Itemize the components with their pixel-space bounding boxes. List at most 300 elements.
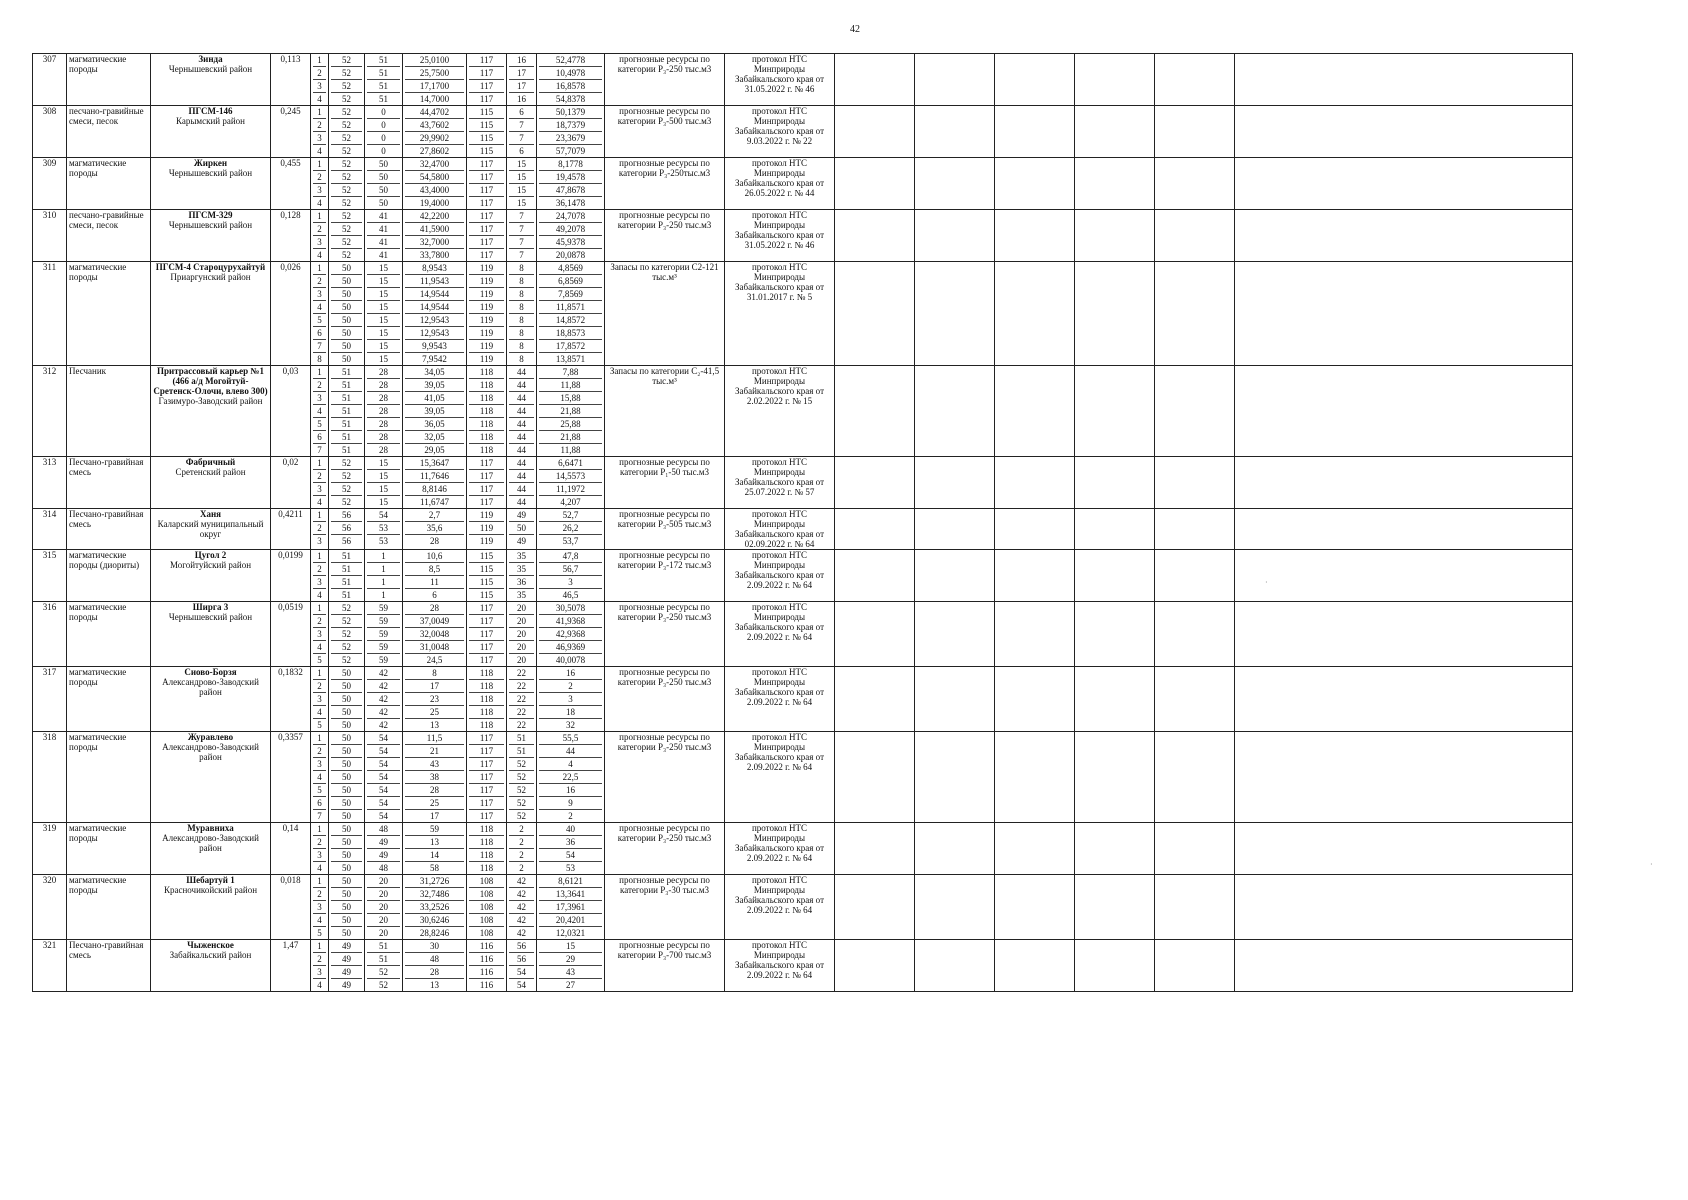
cell-area: 0,113: [271, 54, 311, 106]
empty-cell: [995, 509, 1075, 550]
coord-value: 115: [469, 550, 504, 563]
cell-no: 312: [33, 366, 67, 457]
district: Александрово-Заводский район: [162, 833, 259, 853]
cell-lat-m: [365, 106, 403, 158]
coord-value: 117: [479, 497, 494, 507]
coord-value: 2: [568, 811, 573, 821]
empty-cell: [1075, 457, 1155, 509]
coord-value: 20,0878: [555, 250, 586, 260]
coord-value: 14,9544: [405, 288, 464, 301]
coord-value: 15: [509, 171, 534, 184]
coord-value: 11,88: [560, 445, 581, 455]
coord-value: 8: [509, 301, 534, 314]
cell-lat-m: [365, 602, 403, 667]
coord-value: 115: [479, 146, 494, 156]
empty-cell: [1235, 158, 1573, 210]
coord-value: 44: [539, 745, 602, 758]
cell-lat-s: [403, 940, 467, 992]
deposit-name: Фабричный: [185, 457, 236, 467]
empty-cell: [835, 210, 915, 262]
cell-area: 0,4211: [271, 509, 311, 550]
coord-value: 1: [367, 563, 400, 576]
coord-value: 51: [331, 550, 362, 563]
cell-lat-m: [365, 667, 403, 732]
coord-value: 119: [469, 509, 504, 522]
district: Красночикойский район: [163, 885, 258, 895]
cell-lon-s: [537, 550, 605, 602]
coord-value: 7: [509, 210, 534, 223]
coord-value: 16: [517, 94, 526, 104]
empty-cell: [915, 667, 995, 732]
coord-value: 6: [313, 431, 326, 444]
empty-cell: [995, 54, 1075, 106]
cell-pts: [311, 509, 329, 550]
coord-value: 23,3679: [539, 132, 602, 145]
coord-value: 59: [367, 641, 400, 654]
coord-value: 108: [469, 914, 504, 927]
coord-value: 2: [313, 67, 326, 80]
empty-cell: [1235, 210, 1573, 262]
coord-value: 32,7000: [405, 236, 464, 249]
coord-value: 15: [367, 288, 400, 301]
coord-value: 115: [479, 590, 494, 600]
coord-value: 51: [331, 392, 362, 405]
coord-value: 50: [509, 522, 534, 535]
coord-value: 13: [430, 980, 439, 990]
cell-resources: прогнозные ресурсы по категории P₁-50 тыс.м3: [605, 457, 725, 509]
coord-value: 57,7079: [555, 146, 586, 156]
cell-lat-m: [365, 732, 403, 823]
coord-value: 14,8572: [539, 314, 602, 327]
cell-pts: [311, 667, 329, 732]
coord-value: 118: [469, 706, 504, 719]
coord-value: 0: [367, 132, 400, 145]
coord-value: 51: [367, 953, 400, 966]
coord-value: 118: [479, 445, 494, 455]
cell-resources: прогнозные ресурсы по категории P₃-250 тыс.м3: [605, 823, 725, 875]
empty-cell: [995, 940, 1075, 992]
cell-lon-d: [467, 457, 507, 509]
coord-value: 108: [469, 875, 504, 888]
coord-value: 44: [509, 483, 534, 496]
cell-lat-s: [403, 106, 467, 158]
coord-value: 27: [566, 980, 575, 990]
cell-lon-s: [537, 262, 605, 366]
cell-resources: прогнозные ресурсы по категории P₃-172 тыс.м3: [605, 550, 725, 602]
coord-value: 119: [469, 327, 504, 340]
cell-name: [151, 106, 271, 158]
coord-value: 29,05: [424, 445, 445, 455]
empty-cell: [995, 667, 1075, 732]
cell-lon-s: [537, 106, 605, 158]
coord-value: 117: [479, 94, 494, 104]
cell-lat-m: [365, 823, 403, 875]
coord-value: 25: [405, 797, 464, 810]
coord-value: 50: [331, 680, 362, 693]
coord-value: 11,5: [405, 732, 464, 745]
coord-value: 54: [367, 732, 400, 745]
coord-value: 1: [313, 602, 326, 615]
coord-value: 11,1972: [539, 483, 602, 496]
coord-value: 17: [509, 67, 534, 80]
cell-lat-d: [329, 875, 365, 940]
coord-value: 117: [469, 80, 504, 93]
empty-cell: [1155, 732, 1235, 823]
empty-cell: [995, 158, 1075, 210]
coord-value: 1: [313, 732, 326, 745]
coord-value: 42: [509, 914, 534, 927]
empty-cell: [1235, 366, 1573, 457]
coord-value: 18: [539, 706, 602, 719]
coord-value: 54: [517, 980, 526, 990]
cell-lon-d: [467, 667, 507, 732]
coord-value: 20: [367, 888, 400, 901]
coord-value: 3: [313, 966, 326, 979]
coord-value: 118: [469, 405, 504, 418]
cell-lon-s: [537, 158, 605, 210]
empty-cell: [835, 106, 915, 158]
coord-value: 52: [331, 80, 362, 93]
deposit-name: Журавлево: [187, 732, 234, 742]
deposit-name: Чыженское: [187, 940, 234, 950]
coord-value: 24,7078: [539, 210, 602, 223]
coord-value: 28,8246: [419, 928, 450, 938]
coord-value: 22: [517, 720, 526, 730]
coord-value: 52: [331, 106, 362, 119]
cell-no: 321: [33, 940, 67, 992]
coord-value: 51: [367, 80, 400, 93]
table-row: [33, 54, 1573, 106]
coord-value: 56: [509, 953, 534, 966]
coord-value: 118: [469, 836, 504, 849]
table-row: [33, 509, 1573, 550]
coord-value: 52: [517, 811, 526, 821]
cell-protocol: протокол НТС Минприроды Забайкальского края от 2.09.2022 г. № 64: [725, 940, 835, 992]
coord-value: 52: [331, 158, 362, 171]
coord-value: 42: [509, 901, 534, 914]
cell-resources: прогнозные ресурсы по категории P₃-700 тыс.м3: [605, 940, 725, 992]
coord-value: 117: [469, 67, 504, 80]
cell-area: 0,455: [271, 158, 311, 210]
coord-value: 47,8: [539, 550, 602, 563]
coord-value: 54: [367, 797, 400, 810]
table-row: [33, 550, 1573, 602]
coord-value: 32,7486: [405, 888, 464, 901]
coord-value: 51: [331, 431, 362, 444]
coord-value: 15: [367, 314, 400, 327]
cell-type: магматические породы: [67, 875, 151, 940]
coord-value: 50: [342, 811, 351, 821]
cell-type: песчано-гравийные смеси, песок: [67, 106, 151, 158]
coord-value: 29: [539, 953, 602, 966]
coord-value: 119: [479, 536, 494, 546]
coord-value: 48: [405, 953, 464, 966]
coord-value: 48: [379, 863, 388, 873]
empty-cell: [915, 457, 995, 509]
coord-value: 118: [469, 366, 504, 379]
table-row: [33, 210, 1573, 262]
coord-value: 15: [367, 301, 400, 314]
coord-value: 28: [367, 379, 400, 392]
empty-cell: [1075, 262, 1155, 366]
cell-lon-m: [507, 602, 537, 667]
coord-value: 52: [342, 250, 351, 260]
empty-cell: [1075, 602, 1155, 667]
cell-type: магматические породы: [67, 823, 151, 875]
empty-cell: [915, 550, 995, 602]
coord-value: 117: [469, 758, 504, 771]
coord-value: 8,6121: [539, 875, 602, 888]
deposit-name: Зинда: [198, 54, 223, 64]
coord-value: 15: [367, 340, 400, 353]
coord-value: 116: [469, 940, 504, 953]
coord-value: 20: [367, 901, 400, 914]
coord-value: 3: [313, 392, 326, 405]
cell-area: 0,14: [271, 823, 311, 875]
coord-value: 3: [313, 901, 326, 914]
coord-value: 22: [509, 706, 534, 719]
coord-value: 41: [367, 223, 400, 236]
coord-value: 8: [509, 314, 534, 327]
coord-value: 7,9542: [422, 354, 447, 364]
coord-value: 44: [509, 470, 534, 483]
coord-value: 117: [469, 54, 504, 67]
coord-value: 50: [331, 262, 362, 275]
cell-lat-m: [365, 262, 403, 366]
coord-value: 52: [331, 132, 362, 145]
coord-value: 2: [313, 171, 326, 184]
coord-value: 50: [331, 732, 362, 745]
cell-name: [151, 457, 271, 509]
empty-cell: [1155, 366, 1235, 457]
coord-value: 7: [509, 223, 534, 236]
empty-cell: [995, 262, 1075, 366]
table-row: [33, 667, 1573, 732]
empty-cell: [915, 875, 995, 940]
coord-value: 2: [313, 745, 326, 758]
coord-value: 117: [479, 811, 494, 821]
cell-type: магматические породы: [67, 667, 151, 732]
coord-value: 51: [331, 563, 362, 576]
cell-type: магматические породы: [67, 158, 151, 210]
coord-value: 8,1778: [539, 158, 602, 171]
coord-value: 16: [539, 667, 602, 680]
cell-lat-s: [403, 823, 467, 875]
coord-value: 50: [331, 901, 362, 914]
coord-value: 6,8569: [539, 275, 602, 288]
coord-value: 53: [566, 863, 575, 873]
cell-protocol: протокол НТС Минприроды Забайкальского края от 31.01.2017 г. № 5: [725, 262, 835, 366]
empty-cell: [835, 940, 915, 992]
coord-value: 3: [539, 693, 602, 706]
coord-value: 116: [469, 966, 504, 979]
empty-cell: [1155, 106, 1235, 158]
cell-lat-s: [403, 602, 467, 667]
coord-value: 8: [519, 354, 524, 364]
coord-value: 42: [517, 928, 526, 938]
coord-value: 3: [317, 536, 322, 546]
coord-value: 8,9543: [405, 262, 464, 275]
cell-lat-d: [329, 940, 365, 992]
cell-lat-m: [365, 366, 403, 457]
cell-resources: прогнозные ресурсы по категории P₃-505 тыс.м3: [605, 509, 725, 550]
district: Карымский район: [176, 116, 245, 126]
cell-area: 1,47: [271, 940, 311, 992]
deposit-register-table: [32, 53, 1573, 992]
coord-value: 38: [405, 771, 464, 784]
cell-name: [151, 550, 271, 602]
cell-protocol: протокол НТС Минприроды Забайкальского края от 2.09.2022 г. № 64: [725, 823, 835, 875]
cell-protocol: протокол НТС Минприроды Забайкальского края от 02.09.2022 г. № 64: [725, 509, 835, 550]
coord-value: 1: [367, 550, 400, 563]
coord-value: 59: [367, 602, 400, 615]
coord-value: 53: [367, 522, 400, 535]
coord-value: 44: [509, 405, 534, 418]
coord-value: 15: [539, 940, 602, 953]
cell-lon-m: [507, 54, 537, 106]
coord-value: 49: [331, 966, 362, 979]
coord-value: 50: [342, 928, 351, 938]
coord-value: 3: [313, 758, 326, 771]
cell-lon-d: [467, 262, 507, 366]
coord-value: 29,9902: [405, 132, 464, 145]
coord-value: 35: [509, 563, 534, 576]
empty-cell: [835, 158, 915, 210]
coord-value: 1: [313, 158, 326, 171]
empty-cell: [835, 875, 915, 940]
coord-value: 2: [519, 863, 524, 873]
cell-resources: прогнозные ресурсы по категории P₃-250 тыс.м3: [605, 210, 725, 262]
cell-type: магматические породы: [67, 262, 151, 366]
cell-area: 0,03: [271, 366, 311, 457]
coord-value: 42: [509, 888, 534, 901]
cell-type: Песчано-гравийная смесь: [67, 509, 151, 550]
deposit-name: Ханя: [199, 509, 222, 519]
coord-value: 16: [539, 784, 602, 797]
coord-value: 15: [509, 158, 534, 171]
coord-value: 59: [367, 628, 400, 641]
empty-cell: [995, 366, 1075, 457]
coord-value: 20: [367, 875, 400, 888]
empty-cell: [1155, 457, 1235, 509]
cell-pts: [311, 823, 329, 875]
deposit-name: Цугол 2: [194, 550, 227, 560]
coord-value: 8: [509, 340, 534, 353]
cell-protocol: протокол НТС Минприроды Забайкальского края от 31.05.2022 г. № 46: [725, 210, 835, 262]
coord-value: 20: [379, 928, 388, 938]
coord-value: 56: [342, 536, 351, 546]
table-row: [33, 823, 1573, 875]
coord-value: 22: [509, 667, 534, 680]
coord-value: 0: [367, 119, 400, 132]
cell-no: 318: [33, 732, 67, 823]
deposit-name: Шебартуй 1: [186, 875, 235, 885]
coord-value: 15: [379, 497, 388, 507]
coord-value: 4: [317, 980, 322, 990]
cell-lat-d: [329, 366, 365, 457]
coord-value: 42: [509, 875, 534, 888]
coord-value: 119: [469, 288, 504, 301]
coord-value: 41,9368: [539, 615, 602, 628]
empty-cell: [915, 823, 995, 875]
coord-value: 44: [517, 445, 526, 455]
coord-value: 0: [381, 146, 386, 156]
coord-value: 3: [313, 576, 326, 589]
cell-lon-m: [507, 823, 537, 875]
cell-lat-s: [403, 509, 467, 550]
district: Сретенский район: [175, 467, 246, 477]
coord-value: 2: [313, 888, 326, 901]
coord-value: 27,8602: [419, 146, 450, 156]
cell-lon-m: [507, 509, 537, 550]
empty-cell: [1235, 823, 1573, 875]
coord-value: 40,0078: [555, 655, 586, 665]
coord-value: 51: [509, 745, 534, 758]
coord-value: 13,8571: [555, 354, 586, 364]
coord-value: 117: [469, 784, 504, 797]
cell-lon-s: [537, 940, 605, 992]
coord-value: 7: [509, 236, 534, 249]
deposit-name: Жиркен: [193, 158, 228, 168]
empty-cell: [1235, 54, 1573, 106]
coord-value: 49: [331, 940, 362, 953]
coord-value: 18,7379: [539, 119, 602, 132]
coord-value: 35: [517, 590, 526, 600]
coord-value: 17,3961: [539, 901, 602, 914]
cell-lat-m: [365, 54, 403, 106]
empty-cell: [915, 106, 995, 158]
coord-value: 15,88: [539, 392, 602, 405]
coord-value: 59: [379, 655, 388, 665]
empty-cell: [1235, 940, 1573, 992]
cell-lat-m: [365, 550, 403, 602]
coord-value: 54: [539, 849, 602, 862]
coord-value: 117: [469, 732, 504, 745]
coord-value: 115: [469, 132, 504, 145]
cell-lon-m: [507, 940, 537, 992]
cell-lon-s: [537, 509, 605, 550]
cell-type: магматические породы: [67, 54, 151, 106]
district: Чернышевский район: [168, 64, 253, 74]
coord-value: 25: [405, 706, 464, 719]
coord-value: 49: [509, 509, 534, 522]
cell-lon-s: [537, 732, 605, 823]
coord-value: 22: [509, 680, 534, 693]
coord-value: 41,05: [405, 392, 464, 405]
coord-value: 115: [469, 563, 504, 576]
cell-lon-s: [537, 457, 605, 509]
coord-value: 51: [342, 445, 351, 455]
coord-value: 52,7: [539, 509, 602, 522]
coord-value: 15: [367, 470, 400, 483]
cell-lat-d: [329, 54, 365, 106]
coord-value: 15: [509, 184, 534, 197]
coord-value: 43: [405, 758, 464, 771]
empty-cell: [915, 940, 995, 992]
cell-pts: [311, 54, 329, 106]
coord-value: 116: [469, 953, 504, 966]
coord-value: 54: [509, 966, 534, 979]
coord-value: 15: [379, 354, 388, 364]
empty-cell: [915, 732, 995, 823]
coord-value: 14,7000: [419, 94, 450, 104]
coord-value: 117: [479, 250, 494, 260]
coord-value: 50: [331, 706, 362, 719]
coord-value: 58: [430, 863, 439, 873]
coord-value: 17,1700: [405, 80, 464, 93]
table-row: [33, 366, 1573, 457]
coord-value: 7: [519, 250, 524, 260]
